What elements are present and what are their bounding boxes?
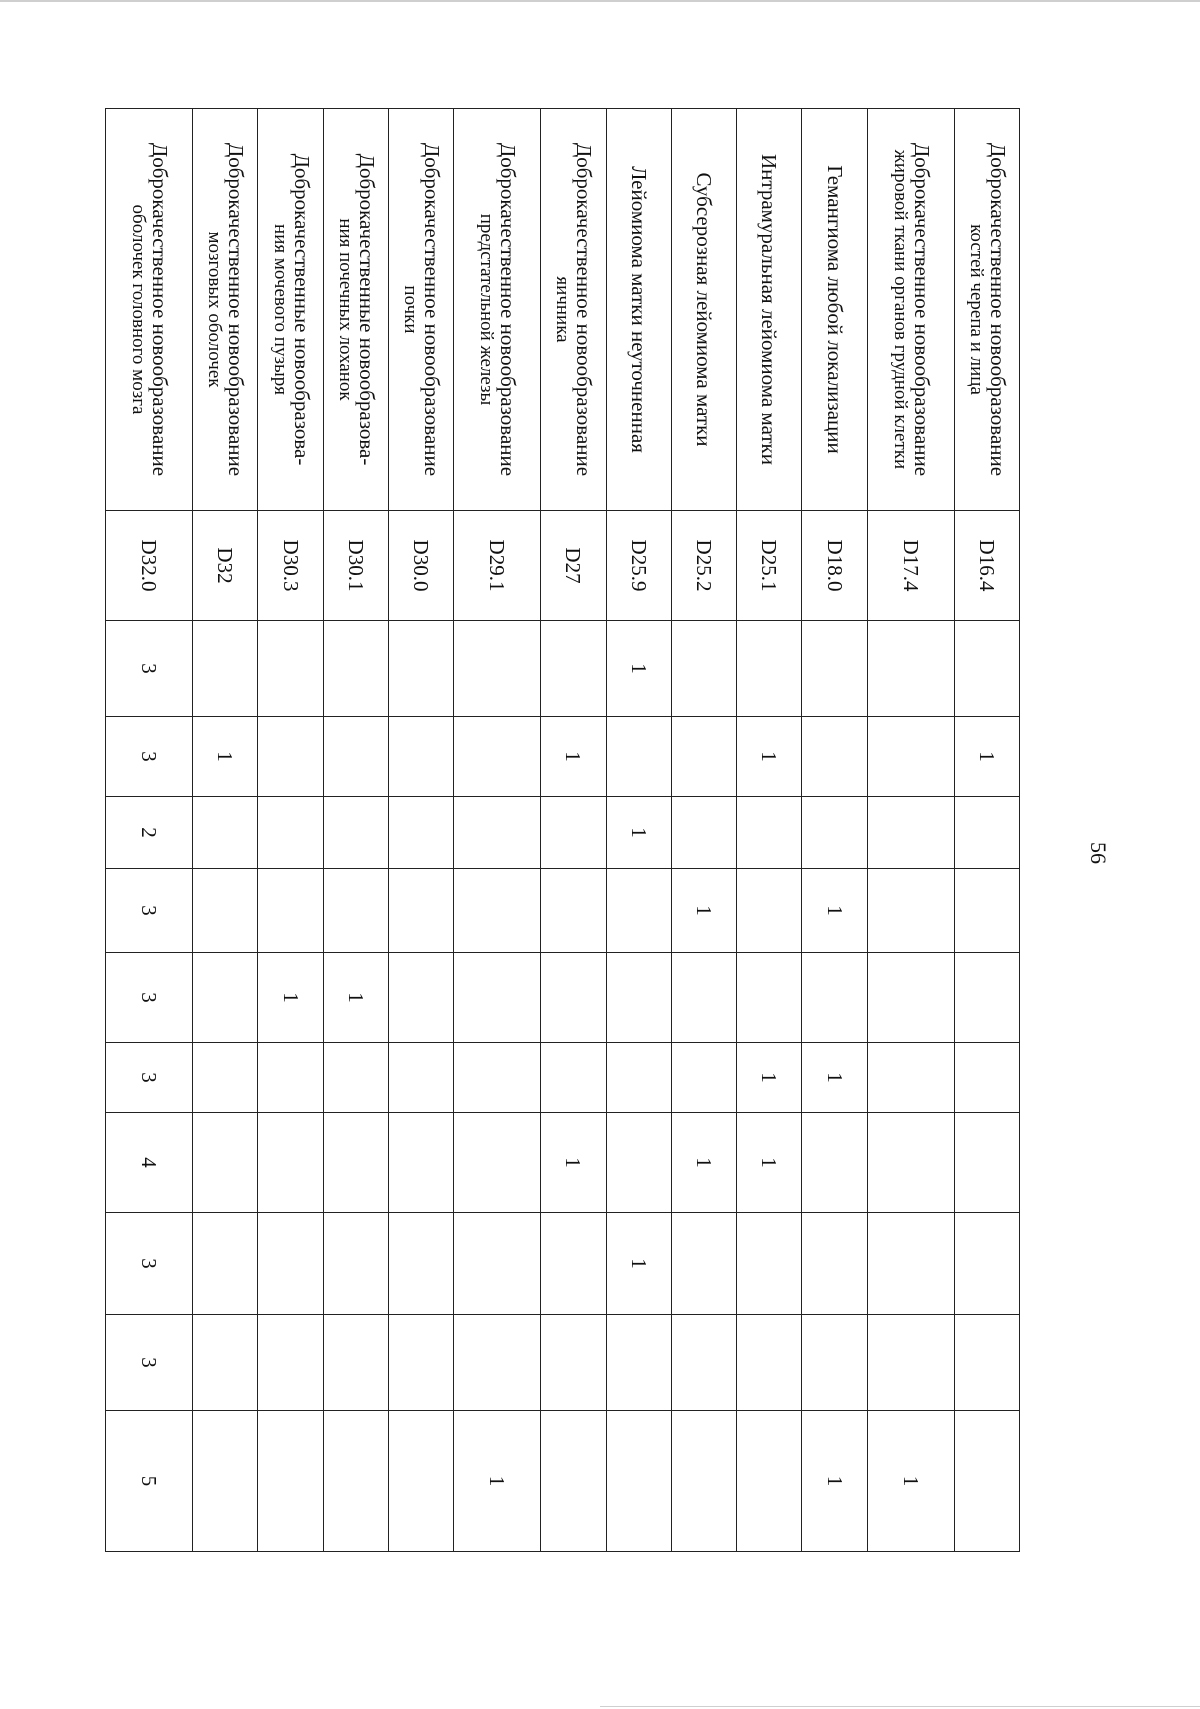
count-cell (388, 869, 453, 953)
count-cell (802, 1213, 867, 1315)
diagnosis-name-cell (454, 109, 541, 511)
count-cell (954, 1113, 1019, 1213)
count-cell (671, 621, 736, 717)
count-cell (954, 869, 1019, 953)
count-cell (541, 953, 606, 1043)
icd-code-cell: D29.1 (454, 511, 541, 621)
count-cell: 1 (737, 1043, 802, 1113)
table-row (954, 109, 1019, 1552)
count-cell (954, 1043, 1019, 1113)
count-cell (802, 621, 867, 717)
count-cell (454, 1213, 541, 1315)
table-row (323, 109, 388, 1552)
count-cell (323, 797, 388, 869)
count-cell (193, 621, 258, 717)
diagnosis-name-line-2: ния мочевого пузыря (269, 224, 291, 395)
count-cell (802, 797, 867, 869)
bottom-edge-line (600, 1706, 1200, 1707)
diagnosis-name-cell (737, 109, 802, 511)
icd-code-cell: D32.0 (106, 511, 193, 621)
count-cell (954, 1213, 1019, 1315)
count-cell (193, 1315, 258, 1411)
table-row (671, 109, 736, 1552)
count-cell (258, 797, 323, 869)
count-cell: 4 (106, 1113, 193, 1213)
diagnosis-name-line-2: ния почечных лоханок (334, 218, 356, 401)
count-cell (867, 621, 954, 717)
count-cell (454, 1113, 541, 1213)
count-cell: 1 (671, 1113, 736, 1213)
count-cell (671, 1411, 736, 1552)
count-cell: 1 (454, 1411, 541, 1552)
count-cell: 1 (541, 717, 606, 797)
count-cell (323, 1113, 388, 1213)
count-cell (323, 621, 388, 717)
diagnosis-name-line-2: яичника (552, 276, 574, 343)
table-row (258, 109, 323, 1552)
count-cell (737, 797, 802, 869)
count-cell: 1 (802, 1411, 867, 1552)
rotated-table-container (105, 108, 1020, 1551)
count-cell (541, 1213, 606, 1315)
count-cell (193, 953, 258, 1043)
count-cell: 1 (606, 1213, 671, 1315)
count-cell (193, 869, 258, 953)
neoplasm-count-table (105, 108, 1020, 1552)
count-cell (671, 1315, 736, 1411)
diagnosis-name-line-1: Доброкачественное новообразование (985, 142, 1010, 477)
diagnosis-name-line-1: Доброкачественное новообразование (572, 142, 597, 477)
count-cell (541, 1043, 606, 1113)
count-cell (737, 953, 802, 1043)
count-cell (867, 869, 954, 953)
diagnosis-name-line-1: Доброкачественное новообразование (496, 142, 521, 477)
count-cell (388, 1411, 453, 1552)
table-row (193, 109, 258, 1552)
count-cell (323, 1043, 388, 1113)
count-cell (737, 1315, 802, 1411)
count-cell: 1 (737, 1113, 802, 1213)
count-cell: 5 (106, 1411, 193, 1552)
icd-code-cell: D25.1 (737, 511, 802, 621)
diagnosis-name-cell (388, 109, 453, 511)
diagnosis-name-cell (106, 109, 193, 511)
count-cell (606, 953, 671, 1043)
count-cell: 1 (867, 1411, 954, 1552)
count-cell (193, 1213, 258, 1315)
diagnosis-name-line-2: костей черепа и лица (965, 224, 987, 395)
count-cell (388, 621, 453, 717)
count-cell (388, 1113, 453, 1213)
count-cell (541, 621, 606, 717)
count-cell: 1 (671, 869, 736, 953)
table-row (867, 109, 954, 1552)
count-cell (388, 1043, 453, 1113)
diagnosis-name-cell (323, 109, 388, 511)
diagnosis-name-cell (258, 109, 323, 511)
count-cell (737, 1411, 802, 1552)
count-cell (454, 621, 541, 717)
count-cell (388, 1315, 453, 1411)
table-row (454, 109, 541, 1552)
count-cell: 2 (106, 797, 193, 869)
count-cell (867, 1213, 954, 1315)
diagnosis-name-line-1: Гемангиома любой локализации (822, 165, 847, 454)
count-cell (258, 869, 323, 953)
count-cell (388, 797, 453, 869)
icd-code-cell: D16.4 (954, 511, 1019, 621)
diagnosis-name-line-1: Доброкачественное новообразование (148, 142, 173, 477)
count-cell (671, 953, 736, 1043)
count-cell (954, 1315, 1019, 1411)
count-cell (258, 1043, 323, 1113)
count-cell: 1 (606, 621, 671, 717)
icd-code-cell: D17.4 (867, 511, 954, 621)
count-cell: 3 (106, 1043, 193, 1113)
count-cell: 1 (737, 717, 802, 797)
count-cell (802, 1315, 867, 1411)
count-cell (193, 1113, 258, 1213)
count-cell: 1 (258, 953, 323, 1043)
diagnosis-name-line-1: Доброкачественные новообразова- (354, 153, 379, 466)
diagnosis-name-cell (954, 109, 1019, 511)
count-cell (867, 1043, 954, 1113)
count-cell (954, 621, 1019, 717)
count-cell (867, 1315, 954, 1411)
count-cell (388, 1213, 453, 1315)
count-cell (388, 717, 453, 797)
count-cell (606, 717, 671, 797)
count-cell (671, 717, 736, 797)
count-cell: 1 (954, 717, 1019, 797)
count-cell: 3 (106, 1213, 193, 1315)
table-wrapper (105, 108, 1020, 1551)
diagnosis-name-line-1: Доброкачественное новообразование (224, 142, 249, 477)
count-cell (954, 953, 1019, 1043)
diagnosis-name-cell (671, 109, 736, 511)
table-row (606, 109, 671, 1552)
count-cell (606, 1043, 671, 1113)
diagnosis-name-cell (541, 109, 606, 511)
table-row (388, 109, 453, 1552)
count-cell (737, 869, 802, 953)
diagnosis-name-cell (802, 109, 867, 511)
count-cell (954, 1411, 1019, 1552)
count-cell: 1 (606, 797, 671, 869)
count-cell (671, 1043, 736, 1113)
count-cell: 3 (106, 953, 193, 1043)
icd-code-cell: D30.3 (258, 511, 323, 621)
count-cell (802, 717, 867, 797)
diagnosis-name-line-1: Доброкачественные новообразова- (289, 153, 314, 466)
count-cell (867, 1113, 954, 1213)
diagnosis-name-cell (193, 109, 258, 511)
icd-code-cell: D30.0 (388, 511, 453, 621)
count-cell (258, 1113, 323, 1213)
icd-code-cell: D18.0 (802, 511, 867, 621)
count-cell: 1 (323, 953, 388, 1043)
diagnosis-name-line-1: Интрамуральная лейомиома матки (757, 153, 782, 465)
count-cell (323, 717, 388, 797)
count-cell (193, 797, 258, 869)
count-cell (454, 953, 541, 1043)
icd-code-cell: D25.2 (671, 511, 736, 621)
count-cell: 1 (802, 869, 867, 953)
diagnosis-name-cell (606, 109, 671, 511)
icd-code-cell: D32 (193, 511, 258, 621)
table-row (737, 109, 802, 1552)
count-cell (802, 953, 867, 1043)
count-cell (454, 1043, 541, 1113)
diagnosis-name-cell (867, 109, 954, 511)
count-cell (541, 1315, 606, 1411)
count-cell (258, 621, 323, 717)
count-cell: 1 (802, 1043, 867, 1113)
count-cell: 3 (106, 1315, 193, 1411)
count-cell (737, 1213, 802, 1315)
count-cell (541, 869, 606, 953)
table-row (541, 109, 606, 1552)
page-number: 56 (1086, 842, 1111, 864)
count-cell (388, 953, 453, 1043)
count-cell (541, 797, 606, 869)
diagnosis-name-line-2: почки (400, 285, 422, 334)
icd-code-cell: D27 (541, 511, 606, 621)
diagnosis-name-line-1: Доброкачественное новообразование (909, 142, 934, 477)
count-cell: 3 (106, 869, 193, 953)
count-cell (193, 1411, 258, 1552)
top-edge-line (0, 0, 1200, 2)
count-cell (323, 869, 388, 953)
diagnosis-name-line-2: жировой ткани органов грудной клетки (889, 149, 911, 470)
count-cell (671, 1213, 736, 1315)
count-cell (323, 1315, 388, 1411)
table-body (106, 109, 1020, 1552)
count-cell (258, 1213, 323, 1315)
table-row (106, 109, 193, 1552)
icd-code-cell: D25.9 (606, 511, 671, 621)
count-cell (671, 797, 736, 869)
count-cell (606, 1315, 671, 1411)
count-cell (454, 797, 541, 869)
count-cell (454, 717, 541, 797)
count-cell (258, 1315, 323, 1411)
icd-code-cell: D30.1 (323, 511, 388, 621)
diagnosis-name-line-2: оболочек головного мозга (128, 204, 150, 415)
count-cell (867, 953, 954, 1043)
count-cell (606, 1411, 671, 1552)
count-cell (606, 1113, 671, 1213)
count-cell: 3 (106, 717, 193, 797)
count-cell (454, 1315, 541, 1411)
count-cell (867, 717, 954, 797)
count-cell (258, 717, 323, 797)
count-cell (737, 621, 802, 717)
diagnosis-name-line-1: Лейомиома матки неуточненная (626, 166, 651, 453)
count-cell (323, 1213, 388, 1315)
count-cell (258, 1411, 323, 1552)
count-cell (867, 797, 954, 869)
count-cell (454, 869, 541, 953)
count-cell: 3 (106, 621, 193, 717)
diagnosis-name-line-1: Доброкачественное новообразование (420, 142, 445, 477)
diagnosis-name-line-2: мозговых оболочек (204, 231, 226, 388)
count-cell (606, 869, 671, 953)
count-cell (541, 1411, 606, 1552)
count-cell (193, 1043, 258, 1113)
count-cell (802, 1113, 867, 1213)
count-cell: 1 (193, 717, 258, 797)
count-cell: 1 (541, 1113, 606, 1213)
count-cell (954, 797, 1019, 869)
table-row (802, 109, 867, 1552)
diagnosis-name-line-1: Субсерозная лейомиома матки (691, 172, 716, 447)
diagnosis-name-line-2: предстательной железы (476, 213, 498, 406)
count-cell (323, 1411, 388, 1552)
